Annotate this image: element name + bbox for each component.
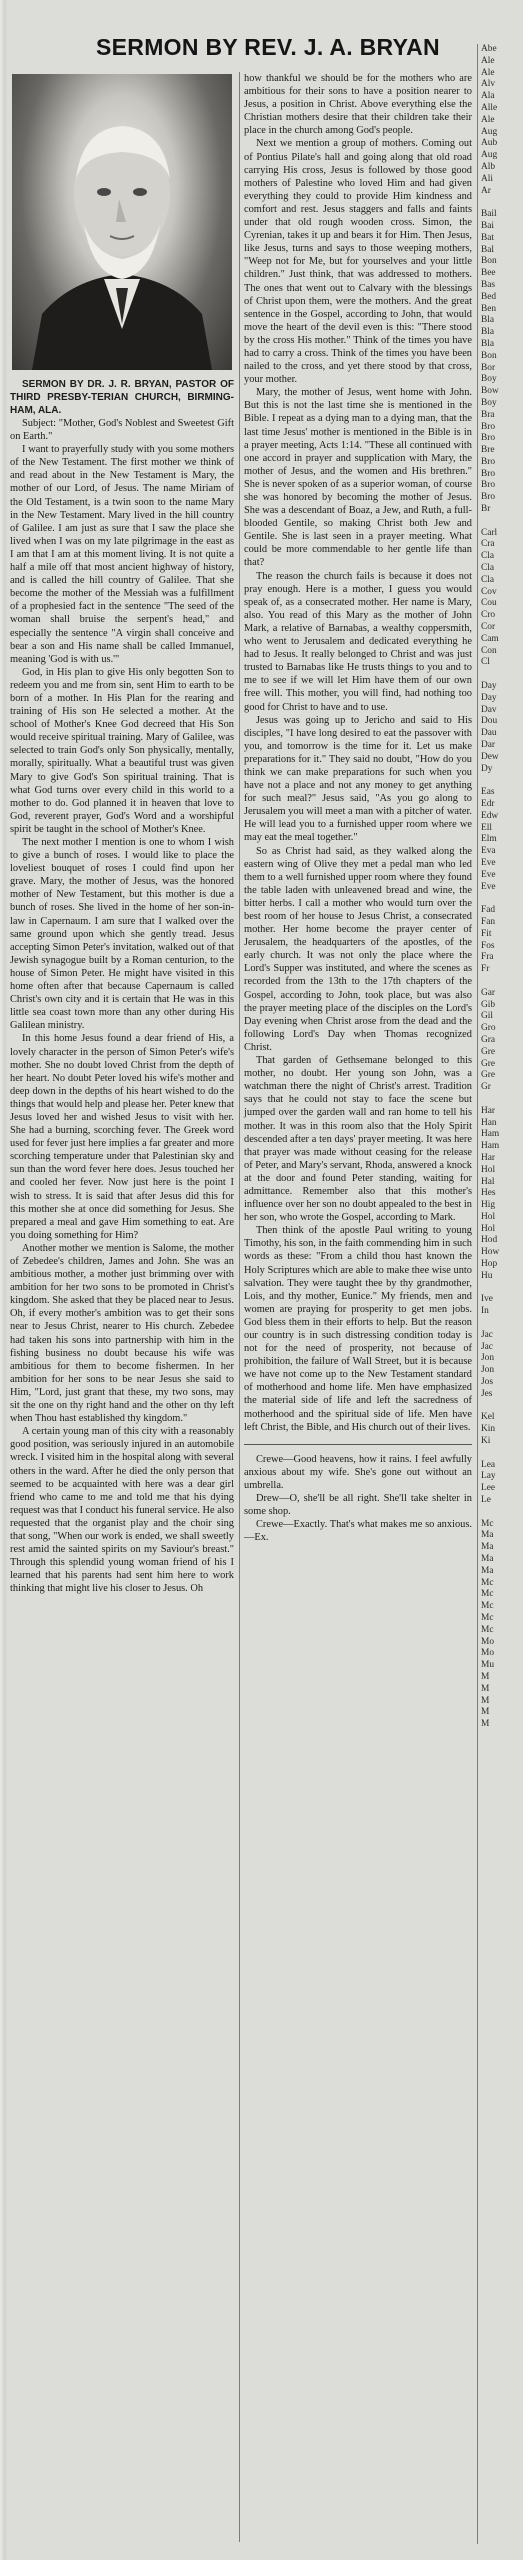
fragment-line: Ki <box>481 1436 491 1447</box>
paragraph: Then think of the apostle Paul writing to young Timothy, his son, in the faith commending him in such words as these: "From a child thou hast known the Holy Scriptures which are able to make thee wise unto salvation. They were taught thee by thy grandmother, Lois, and thy mother, Eunice." My friends, men and women are praying for prosperity to get men jobs. God bless them in their efforts to help. But the reason our country is in such distressing condition today is not for the need of prosperity, not because of prohibition, the failure of Wall Street, but it is because we have not come up to the New Testament standard of motherhood and home life. Men have emphasized the material side of life and left the sacredness of motherhood and the spiritual side of life. Men have left Christ, the Bible, and His church out of their lives. <box>244 1225 472 1433</box>
fragment-line: Cla <box>481 574 495 585</box>
fragment-line: Gar <box>481 987 496 998</box>
paragraph-subject: Subject: "Mother, God's Noblest and Sweetest Gift on Earth." <box>10 418 234 443</box>
fragment-line: Har <box>481 1105 496 1116</box>
fragment-line: Lea <box>481 1459 496 1470</box>
fragment-line: Aug <box>481 150 498 161</box>
fragment-line: Jos <box>481 1377 493 1388</box>
fragment-line: Alle <box>481 102 498 113</box>
fragment-line: Boy <box>481 397 497 408</box>
fragment-line: Jon <box>481 1353 495 1364</box>
fragment-line: Mc <box>481 1612 494 1623</box>
fragment-line: Le <box>481 1495 491 1506</box>
fragment-line <box>481 516 523 528</box>
paragraph: Jesus was going up to Jericho and said to His disciples, "I have long desired to eat the passover with you, and tomorrow is the time for it. Let us make preparations for it." They said no doubt, "How do you think we can make preparations for such when you have not a place and not any money to get anything for such meal?" Jesus said, "As you go along to Jerusalem you will meet a man with a pitcher of water. He will lead you to a furnished upper room where we may eat the meal together." <box>244 714 472 844</box>
paragraph-continued: how thankful we should be for the mothers who are ambitious for their sons to have a position nearer to Jesus, a position in Christ. Above everything else the Christian mothers desire that their children take their place in the church among God's people. <box>244 73 472 137</box>
fragment-line: Aub <box>481 138 498 149</box>
fragment-line: Cam <box>481 633 499 644</box>
fragment-line: Gre <box>481 1046 496 1057</box>
paragraph: Mary, the mother of Jesus, went home with John. But this is not the last time she is mentioned in the Bible. I repeat as a dying man to a dying man, that the last time Jesus' mother is mentioned in the Bible is in a prayer meeting, Acts 1:14. "These all continued with one accord in prayer and supplication with Mary, the mother of Jesus, and the women and His brethren." She is never spoken of as a superior woman, of course she was honored by becoming the mother of Jesus. She was a descendant of Boaz, a Jew, and Ruth, a full-blooded Gentile, so making Christ both Jew and Gentile. She is last seen in a prayer meeting. What could be more commendable to her gentle life than that? <box>244 387 472 569</box>
fragment-line: Edw <box>481 810 499 821</box>
fragment-line: Fit <box>481 928 492 939</box>
adjacent-column-fragments <box>481 44 523 1731</box>
fragment-line: Bee <box>481 268 496 279</box>
fragment-line: Bail <box>481 209 497 220</box>
fragment-line <box>481 976 523 988</box>
fragment-line: Bai <box>481 220 495 231</box>
fragment-line: Ma <box>481 1554 494 1564</box>
fragment-line: Bat <box>481 232 495 243</box>
fragment-line: How <box>481 1247 500 1258</box>
fragment-line: Hol <box>481 1211 496 1222</box>
fragment-line: Mc <box>481 1624 494 1635</box>
fragment-line: Lee <box>481 1483 496 1494</box>
fragment-line <box>481 775 523 787</box>
fragment-line: Boy <box>481 374 497 385</box>
fragment-line: Bro <box>481 468 496 479</box>
column-right <box>244 72 472 1544</box>
fragment-line: Bla <box>481 327 495 338</box>
fragment-line: Con <box>481 645 497 656</box>
fragment-line: Gr <box>481 1082 491 1093</box>
fragment-line: Ale <box>481 67 495 78</box>
fragment-line: Cl <box>481 657 490 668</box>
paragraph: I want to prayerfully study with you some mothers of the New Testament. The first mother we think of and read about in the New Testament is Mary, the mother of our Lord, of Jesus. The name Miriam of the Old Testament, is a twin soon to the name Mary in the New Testament. Mary lived in the hill country of Galilee. I am just as sure that I saw the place she lived when I was on my late pilgrimage in the east as I am that I am at this moment living. It is not quite a half a mile off that most ancient highway of history, and is called the hill country of Galilee. That she become the mother of the Messiah was a fulfillment of a prophesied fact in the sentence "The seed of the woman shall bruise the serpent's head," and especially the sentence "A virgin shall conceive and bear a son and His name shall be called Immanuel, meaning 'God is with us.'" <box>10 444 234 665</box>
fragment-line <box>481 1283 523 1295</box>
fragment-line: Har <box>481 1152 496 1163</box>
fragment-line: Fr <box>481 964 490 975</box>
fragment-line: Dav <box>481 704 497 715</box>
fragment-line: Gre <box>481 1070 496 1081</box>
headline: SERMON BY REV. J. A. BRYAN <box>96 34 440 60</box>
fragment-line: Han <box>481 1117 497 1128</box>
fragment-line: Ala <box>481 91 495 102</box>
column-left <box>10 72 234 1595</box>
fragment-line <box>481 197 523 209</box>
fragment-line: Gib <box>481 999 496 1010</box>
fragment-line: Dy <box>481 763 493 774</box>
fragment-line: Edr <box>481 799 495 809</box>
fragment-line: Alv <box>481 79 496 90</box>
fragment-line: Gre <box>481 1058 496 1069</box>
fragment-line: Bal <box>481 244 495 255</box>
fragment-line: Dar <box>481 740 496 751</box>
fragment-line: Fra <box>481 952 494 963</box>
fragment-line: Jon <box>481 1365 495 1376</box>
fragment-line: Eve <box>481 869 496 880</box>
fragment-line: Ive <box>481 1294 493 1305</box>
fragment-line: Hop <box>481 1259 498 1270</box>
fragment-line <box>481 1401 523 1413</box>
fragment-line: Ma <box>481 1565 494 1576</box>
fragment-line: Gro <box>481 1023 496 1034</box>
fragment-line: M <box>481 1719 490 1730</box>
fragment-line: Hol <box>481 1223 496 1234</box>
joke-line: Drew—O, she'll be all right. She'll take shelter in some shop. <box>244 1493 472 1518</box>
fragment-line: Dew <box>481 751 499 762</box>
fragment-line: Kin <box>481 1424 496 1435</box>
fragment-line: Ma <box>481 1542 494 1553</box>
fragment-line: Jac <box>481 1329 493 1340</box>
column-rule <box>239 72 240 2542</box>
fragment-line: Day <box>481 681 497 692</box>
fragment-line: Eve <box>481 881 496 892</box>
fragment-line: M <box>481 1671 490 1682</box>
fragment-line: Br <box>481 504 491 515</box>
fragment-line: Hes <box>481 1188 496 1199</box>
fragment-line <box>481 893 523 905</box>
fragment-line: Fan <box>481 916 496 927</box>
fragment-line: Eve <box>481 857 496 868</box>
fragment-line: Bon <box>481 256 497 267</box>
fragment-line: Bro <box>481 480 496 491</box>
fragment-line: Cla <box>481 563 495 574</box>
photo-caption: SERMON BY DR. J. R. BRYAN, PASTOR OF THIRD PRESBY-TERIAN CHURCH, BIRMING-HAM, ALA. <box>10 379 234 416</box>
fragment-line: Alb <box>481 161 496 172</box>
fragment-line: Bla <box>481 338 495 349</box>
fragment-line: Ham <box>481 1129 500 1140</box>
fragment-line <box>481 1448 523 1460</box>
fragment-line: Jes <box>481 1388 493 1399</box>
fragment-line: Elm <box>481 834 497 845</box>
fragment-line: Hol <box>481 1164 496 1175</box>
fragment-line: Mc <box>481 1589 494 1600</box>
fragment-line: Ali <box>481 173 493 184</box>
fragment-line: Kel <box>481 1412 495 1423</box>
fragment-line: Mu <box>481 1660 495 1671</box>
fragment-line: Mc <box>481 1601 494 1612</box>
fragment-line <box>481 669 523 681</box>
portrait-photo <box>12 74 232 370</box>
fragment-line: M <box>481 1707 490 1718</box>
fragment-line: Lay <box>481 1471 496 1482</box>
fragment-line: Hu <box>481 1270 493 1281</box>
fragment-line: Mc <box>481 1518 494 1529</box>
fragment-line: Bro <box>481 456 496 467</box>
fragment-line: Hal <box>481 1176 495 1187</box>
fragment-line: Bro <box>481 433 496 444</box>
fragment-line: Bre <box>481 445 495 456</box>
fragment-line: Dou <box>481 716 498 727</box>
column-rule-right <box>477 44 478 2544</box>
fragment-line: Ell <box>481 822 492 833</box>
paragraph: God, in His plan to give His only begotten Son to redeem you and me from sin, sent Him to earth to be born of a mother. In His Plan for the rearing and training of His son He selected a mother. At the school of Mother's Knee God decreed that His Son would receive spiritual training. Mary of Galilee, was selected to train God's only Son physically, mentally, morally, spiritually. What a beautiful trust was given Mary to give God's Son spiritual training. That is what God turns over every child in this world to a mother to do. God planned it in heaven that love to God, reverent prayer, God's Word and a worshipful spirit be taught in the school of Mother's Knee. <box>10 666 234 835</box>
fragment-line: Aug <box>481 126 498 137</box>
fragment-line: Hod <box>481 1235 498 1246</box>
fragment-line: Cla <box>481 551 495 562</box>
fragment-line: Bed <box>481 291 497 302</box>
fragment-line: Ham <box>481 1141 500 1152</box>
fragment-line: Carl <box>481 527 498 538</box>
fragment-line: Mc <box>481 1577 494 1588</box>
paragraph: So as Christ had said, as they walked along the eastern wing of Olive they met a pedal man who led them to a well furnished upper room where they found the table laden with unleavened bread and wine, the bitter herbs. I call a mother who would turn over the best room of her house to Jesus Christ, a consecrated mother. Her home become the prayer center of Jerusalem, the headquarters of the apostles, of the early church. It was not only the place where the Lord's Supper was instituted, and where the scenes as recorded from the 13th to the 17th chapters of the Gospel, according to John, took place, but was also the prayer meeting place of the disciples on the Lord's Day evening when Christ arose from the dead and the following Lord's Day when Thomas recognized Christ. <box>244 845 472 1053</box>
fragment-line <box>481 1094 523 1106</box>
fragment-line: Bow <box>481 386 499 397</box>
fragment-line: Mo <box>481 1636 495 1647</box>
fragment-line: Abe <box>481 44 497 54</box>
fragment-line: Bro <box>481 421 496 432</box>
joke-line: Crewe—Exactly. That's what makes me so anxious.—Ex. <box>244 1519 472 1544</box>
fragment-line: Bor <box>481 362 496 373</box>
fragment-line: Bra <box>481 409 495 420</box>
fragment-line: Cro <box>481 610 496 621</box>
joke-line: Crewe—Good heavens, how it rains. I feel awfully anxious about my wife. She's gone out without an umbrella. <box>244 1453 472 1491</box>
fragment-line: Gra <box>481 1034 496 1045</box>
fragment-line: Cov <box>481 586 497 597</box>
paragraph: The next mother I mention is one to whom I wish to give a bunch of roses. I would like to place the loveliest bouquet of roses I could find upon her grave. Mary, the mother of Jesus, was the honored mother of New Testament, but this mother is due a bunch of roses. She lived in the home of her son-in-law in Capernaum. I am sure that I walked over the same ground upon which she gently tread. Jesus accepting Simon Peter's invitation, walked out of that Jewish synagogue built by a Roman centurion, to the house of Simon Peter. He might have visited in this home often after that because Capernaum is called Christ's own city and it is certain that He was in this little sea coast town more than any other during His Galilean ministry. <box>10 837 234 1032</box>
joke-divider <box>244 1444 472 1445</box>
fragment-line: Eas <box>481 787 495 798</box>
paragraph: In this home Jesus found a dear friend of His, a lovely character in the person of Simon Peter's wife's mother. She no doubt loved Christ from the depth of her heart. No doubt Peter loved his wife's mother and deep down in the depths of his heart wished to do the things that would help and please her. Peter knew that Jesus loved her and wished Jesus to visit with her. She had a burning, scorching fever. The Greek word used for fever just here implies a far greater and more scorching temperature under that Palestinian sky and sun than the word fever here does. Jesus touched her and cooled her fever. Now just here is the point I wish to stress. It is said that after Jesus did this for this mother she at once did something for Jesus. She prepared a meal and gave Him something to eat. Are you doing something for Him? <box>10 1033 234 1241</box>
fragment-line: In <box>481 1306 489 1317</box>
fragment-line: Fos <box>481 940 495 951</box>
portrait-illustration <box>12 74 232 370</box>
fragment-line: Ma <box>481 1530 494 1541</box>
fragment-line: Bro <box>481 492 496 503</box>
fragment-line: Gil <box>481 1011 493 1022</box>
fragment-line: Cou <box>481 598 497 609</box>
fragment-line: Bon <box>481 350 497 361</box>
fragment-line: Day <box>481 692 497 703</box>
fragment-line <box>481 1507 523 1519</box>
paragraph: That garden of Gethsemane belonged to this mother, no doubt. Her young son John, was a watchman there the night of Christ's arrest. Tradition says that he could not stay to face the scene but jumped over the garden wall and ran home to tell his mother. It was in this room also that the Holy Spirit descended after a ten days' prayer meeting. It was here that prayer was made without ceasing for the release of Peter, and Mary's servant, Rhoda, answered a knock at the door and found Peter standing, waiting for admittance. Remember also that this mother's influence over her son no doubt appealed to the best in her son, who wrote the Gospel, according to Mark. <box>244 1055 472 1224</box>
fragment-line: M <box>481 1683 490 1694</box>
fragment-line: Eva <box>481 846 496 857</box>
paragraph: Next we mention a group of mothers. Coming out of Pontius Pilate's hall and going along that old road carrying His cross, Jesus is followed by those good mothers of Palestine who loved Him and had given everything they could to provide Him kindness and comfort and rest. Jesus staggers and falls and faints under that old rough wooden cross. Simon, the Cyrenian, takes it up and bears it for Him. Then Jesus, like Jesus, turns and says to those weeping mothers, "Weep not for Me, but for yourselves and your little children." Just think, that was addressed to mothers. The ones that went out to Calvary with the blessings of Christ upon them, were the mothers. And the great sentence in the Gospel, according to John, that would move the heart of the devil even is this: "There stood by the cross His mother." Think of the times you have had to carry a cross. Think of the times you have been nailed to the cross, and yet there stood by that cross, your mother. <box>244 138 472 386</box>
paragraph: Another mother we mention is Salome, the mother of Zebedee's children, James and John. She was an ambitious mother, a mother just brimming over with ambition for her two sons to be promoted in Christ's kingdom. She asked that they be placed near to Jesus. Oh, if every mother's ambition was to get their sons near to Jesus Christ, nearer to His church. Zebedee had taken his sons into partnership with him in the fishing business no doubt because his wife was ambitious for them to become fishermen. In her ambition for her sons to be near Jesus she said to Him, "Lord, just grant that these, my two sons, may sit the one on thy right hand and the other on thy left when Thou hast established thy kingdom." <box>10 1242 234 1425</box>
left-margin-strip <box>0 0 6 2560</box>
fragment-line: Bas <box>481 279 496 290</box>
fragment-line: Ale <box>481 55 495 66</box>
fragment-line: Jac <box>481 1341 493 1352</box>
fragment-line: M <box>481 1695 490 1706</box>
fragment-line: Cor <box>481 622 496 633</box>
fragment-line: Ale <box>481 114 495 125</box>
fragment-line: Fad <box>481 905 496 916</box>
paragraph: The reason the church fails is because it does not pray enough. Here is a mother, I guess you would speak of, as a consecrated mother. Her name is Mary, also. You read of this Mary as the mother of John Mark, a relative of Barnabas, a wealthy coppersmith, who went to Jerusalem and dedicated everything he had to Jesus. It really belonged to Christ and was just trusted to Barnabas like He trusts things to you and to me to see if we will let Him have them of our own free will. This mother, you will find, had nothing too good for Christ to have and to use. <box>244 570 472 713</box>
fragment-line: Dau <box>481 728 497 739</box>
fragment-line: Ar <box>481 185 491 196</box>
fragment-line: Bla <box>481 315 495 326</box>
fragment-line <box>481 1318 523 1330</box>
fragment-line: Mo <box>481 1648 495 1659</box>
fragment-line: Ben <box>481 303 497 314</box>
fragment-line: Cra <box>481 539 495 550</box>
fragment-line: Hig <box>481 1200 496 1211</box>
paragraph: A certain young man of this city with a reasonably good position, was seriously injured in an automobile wreck. I visited him in the hospital along with several others in the ward. After he died the only person that seemed to be acquainted with here was a dear girl friend who came to me and told me that his dying request was that I conduct his funeral service. He also requested that the organist play and the choir sing that song, "When our work is ended, we shall sweetly rest amid the sainted spirits on my Saviour's breast." Through this splendid young woman friend of his I learned that his parents had sent him here to work thinking that might live his closer to Jesus. Oh <box>10 1426 234 1595</box>
